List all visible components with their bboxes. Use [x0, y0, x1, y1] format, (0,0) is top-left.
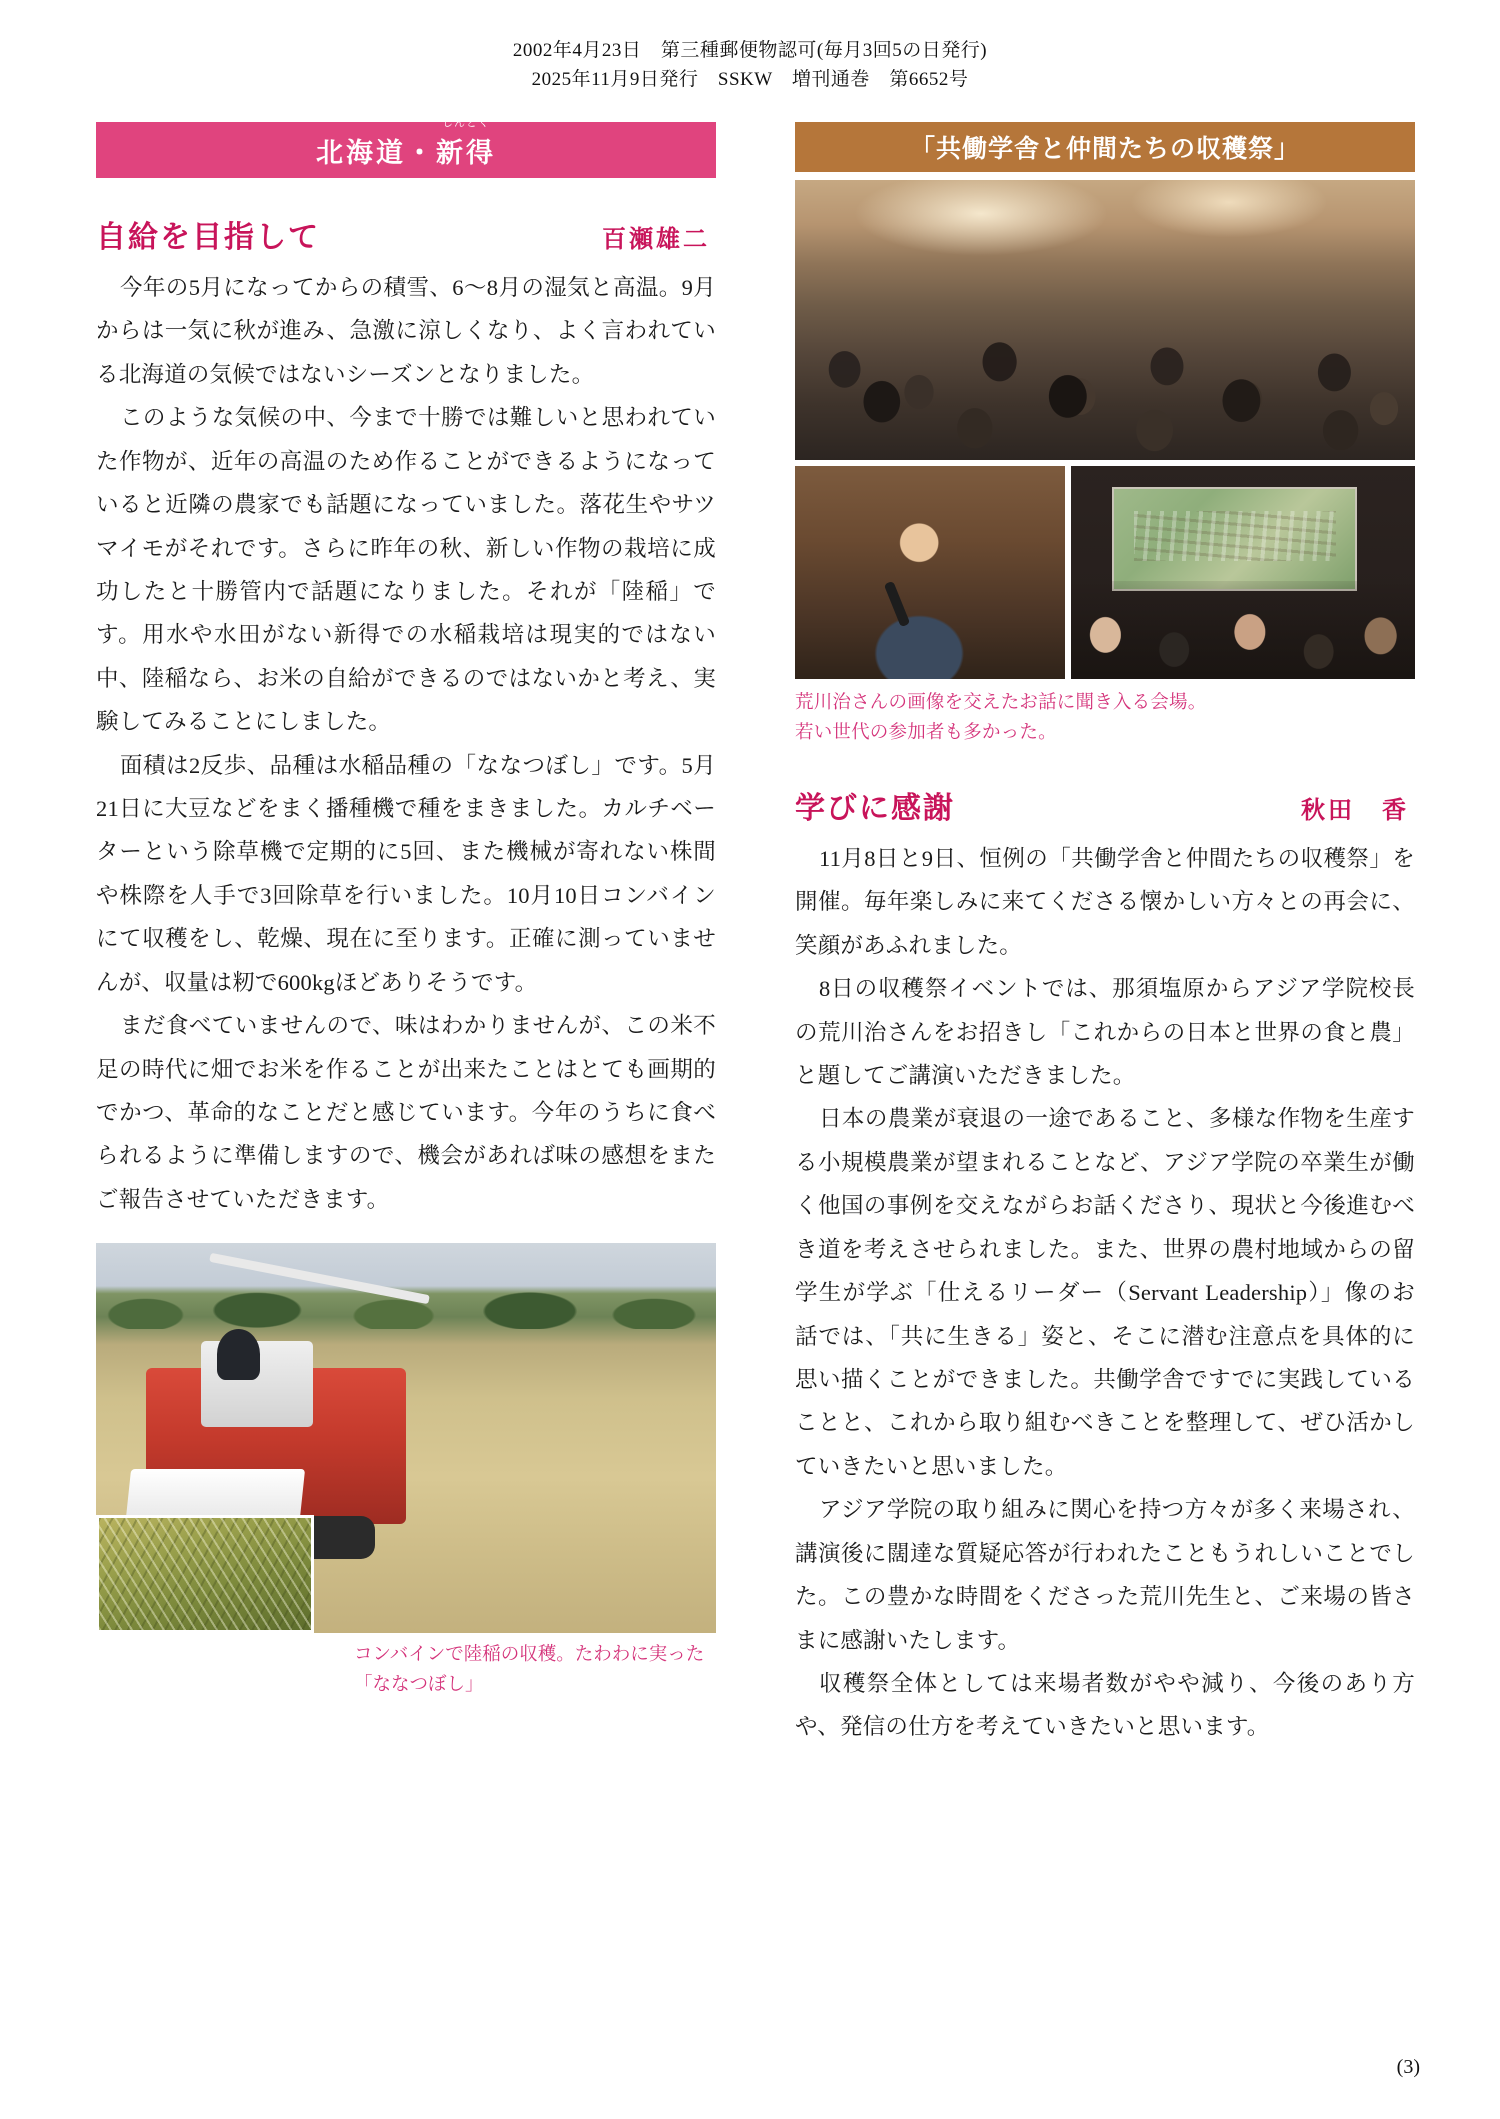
region-banner-hokkaido	[96, 116, 716, 178]
harvest-festival-banner: 「共働学舎と仲間たちの収穫祭」	[795, 122, 1415, 172]
right-article-author: 秋田 香	[1301, 797, 1409, 824]
right-article-body	[795, 837, 1415, 1749]
projection-audience	[1071, 581, 1415, 679]
combine-caption-wrap	[96, 1641, 716, 1705]
right-photo-caption	[795, 689, 1415, 749]
projection-screen-photo	[1071, 466, 1415, 679]
region-banner-base: 新得	[436, 137, 496, 168]
region-banner-ruby-wrap	[436, 116, 496, 170]
left-paragraph-2: このような気候の中、今まで十勝では難しいと思われていた作物が、近年の高温のため作ることができるようになっていると近隣の農家でも話題になっていました。落花生やサツマイモがそれです。さらに昨年の秋、新しい作物の栽培に成功したと十勝管内で話題になりました。それが「陸稲」です。用水や水田がない新得での水稲栽培は現実的ではない中、陸稲なら、お米の自給ができるのではないかと考え、実験してみることにしました。	[96, 405, 716, 735]
right-article-header	[795, 783, 1415, 827]
photo-operator	[217, 1329, 260, 1380]
photo-treeline	[96, 1282, 716, 1329]
left-column	[96, 116, 716, 1705]
combine-photo-caption: コンバインで陸稲の収穫。たわわに実った「ななつぼし」	[354, 1645, 705, 1696]
speaker-arakawa-photo	[795, 466, 1065, 679]
left-paragraph-1: 今年の5月になってからの積雪、6〜8月の湿気と高温。9月からは一気に秋が進み、急激に涼しくなり、よく言われている北海道の気候ではないシーズンとなりました。	[96, 275, 716, 387]
left-article-author: 百瀬雄二	[602, 227, 710, 253]
right-paragraph-1: 11月8日と9日、恒例の「共働学舎と仲間たちの収穫祭」を開催。毎年楽しみに来てくださる懐かしい方々との再会に、笑顔があふれました。	[795, 845, 1415, 958]
rice-ear-inset-photo	[96, 1515, 314, 1633]
left-paragraph-3: 面積は2反歩、品種は水稲品種の「ななつぼし」です。5月21日に大豆などをまく播種機で種をまきました。カルチベーターという除草機で定期的に5回、また機械が寄れない株間や株際を人手で3回除草を行いました。10月10日コンバインにて収穫をし、乾燥、現在に至ります。正確に測っていませんが、収量は籾で600kgほどありそうです。	[96, 752, 716, 995]
harvest-festival-hall-photo	[795, 180, 1415, 460]
masthead	[0, 36, 1500, 95]
right-paragraph-2: 8日の収穫祭イベントでは、那須塩原からアジア学院校長の荒川治さんをお招きし「これからの日本と世界の食と農」と題してご講演いただきました。	[795, 976, 1415, 1089]
left-article-header	[96, 212, 716, 256]
page-number: (3)	[1396, 2056, 1420, 2078]
masthead-line-2: 2025年11月9日発行 SSKW 増刊通巻 第6652号	[531, 69, 969, 91]
right-photo-caption-line-2: 若い世代の参加者も多かった。	[795, 722, 1057, 743]
right-photo-caption-line-1: 荒川治さんの画像を交えたお話に聞き入る会場。	[795, 693, 1207, 713]
right-paragraph-3: 日本の農業が衰退の一途であること、多様な作物を生産する小規模農業が望まれることなど、アジア学院の卒業生が働く他国の事例を交えながらお話くださり、現状と今後進むべき道を考えさせられました。また、世界の農村地域からの留学生が学ぶ「仕えるリーダー（Servant Leadership）」像のお話では、「共に生きる」姿と、そこに潜む注意点を具体的に思い描くことができました。共働学舎ですでに実践していることと、これから取り組むべきことを整理して、ぜひ活かしていきたいと思いました。	[795, 1106, 1415, 1479]
left-article-body	[96, 266, 716, 1221]
right-article-title: 学びに感謝	[795, 791, 955, 825]
region-banner-prefix: 北海道・	[316, 137, 436, 168]
projection-screen-image	[1112, 487, 1357, 591]
combine-harvester-photo	[96, 1243, 716, 1633]
left-paragraph-4: まだ食べていませんので、味はわかりませんが、この米不足の時代に畑でお米を作ることが出来たことはとても画期的でかつ、革命的なことだと感じています。今年のうちに食べられるように準備しますので、機会があれば味の感想をまたご報告させていただきます。	[96, 1013, 716, 1212]
photo-row	[795, 466, 1415, 679]
right-column	[795, 122, 1415, 1749]
right-paragraph-5: 収穫祭全体としては来場者数がやや減り、今後のあり方や、発信の仕方を考えていきたいと思います。	[795, 1670, 1415, 1740]
region-banner-ruby: しんとく	[442, 116, 490, 129]
left-article-title: 自給を目指して	[96, 221, 320, 254]
masthead-line-1: 2002年4月23日 第三種郵便物認可(毎月3回5の日発行)	[512, 40, 988, 61]
right-paragraph-4: アジア学院の取り組みに関心を持つ方々が多く来場され、講演後に闊達な質疑応答が行われたこともうれしいことでした。この豊かな時間をくださった荒川先生と、ご来場の皆さまに感謝いたします。	[795, 1497, 1415, 1653]
